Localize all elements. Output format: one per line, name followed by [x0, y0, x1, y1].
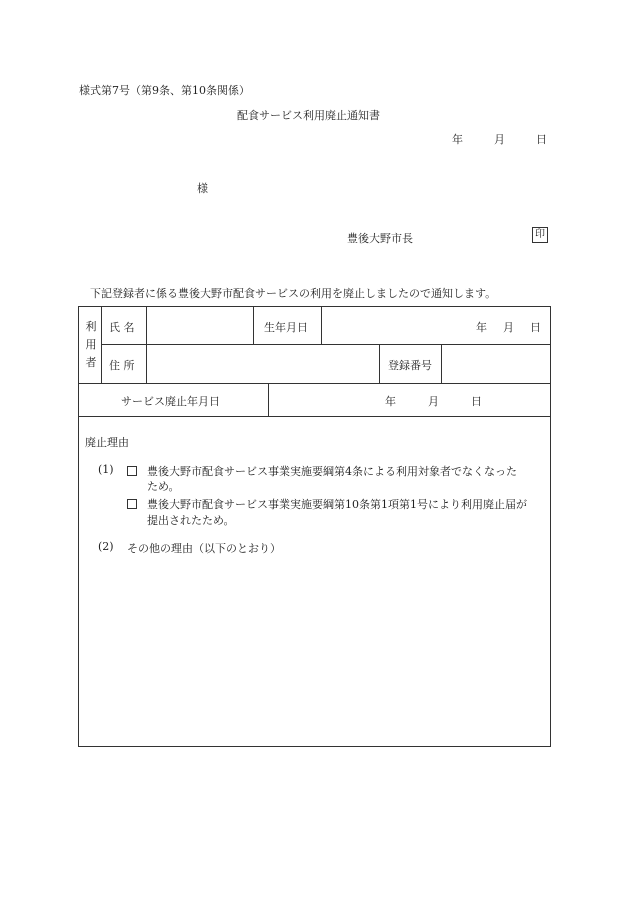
- registration-number-field[interactable]: [442, 345, 550, 382]
- service-end-date-label: サービス廃止年月日: [121, 395, 220, 408]
- reason-item-1-number: (1): [98, 463, 114, 476]
- row-divider: [79, 416, 551, 417]
- document-title: 配食サービス利用廃止通知書: [237, 109, 380, 122]
- user-label: 利 用 者: [85, 320, 97, 369]
- col-divider: [253, 307, 254, 344]
- reason-other-label: その他の理由（以下のとおり）: [127, 542, 281, 555]
- notification-table: [78, 306, 551, 747]
- col-divider: [321, 307, 322, 344]
- reason-option-b[interactable]: 豊後大野市配食サービス事業実施要綱第10条第1項第1号により利用廃止届が: [127, 496, 527, 512]
- name-label: 氏 名: [109, 321, 135, 334]
- address-label: 住 所: [109, 359, 135, 372]
- reason-option-a[interactable]: 豊後大野市配食サービス事業実施要綱第4条による利用対象者でなくなった: [127, 463, 517, 479]
- issue-date: [452, 131, 547, 147]
- notice-text: 下記登録者に係る豊後大野市配食サービスの利用を廃止しましたので通知します。: [90, 287, 497, 300]
- birth-date-label: 生年月日: [264, 321, 308, 334]
- address-field[interactable]: [147, 345, 378, 382]
- reason-option-a-continued: ため。: [147, 480, 180, 493]
- checkbox-icon[interactable]: [127, 499, 137, 509]
- other-reason-field[interactable]: [85, 559, 545, 739]
- issue-month-label: 月: [494, 133, 505, 146]
- addressee-suffix: 様: [197, 182, 208, 195]
- form-number: 様式第7号（第9条、第10条関係）: [79, 84, 250, 97]
- registration-number-label: 登録番号: [388, 359, 432, 372]
- checkbox-icon[interactable]: [127, 466, 137, 476]
- col-divider: [268, 383, 269, 416]
- reason-item-2-number: (2): [98, 540, 114, 553]
- issue-day-label: 日: [536, 133, 547, 146]
- reason-option-b-continued: 提出されたため。: [147, 514, 235, 527]
- name-field[interactable]: [147, 308, 252, 343]
- service-end-date-value[interactable]: 年 月 日: [385, 395, 482, 408]
- col-divider: [379, 344, 380, 383]
- issuer-name: 豊後大野市長: [347, 232, 413, 245]
- seal-mark: 印: [532, 227, 548, 243]
- birth-date-value[interactable]: 年 月 日: [476, 321, 541, 334]
- col-divider: [101, 307, 102, 383]
- reason-label: 廃止理由: [85, 436, 129, 449]
- row-divider: [79, 383, 551, 384]
- issue-year-label: 年: [452, 133, 463, 146]
